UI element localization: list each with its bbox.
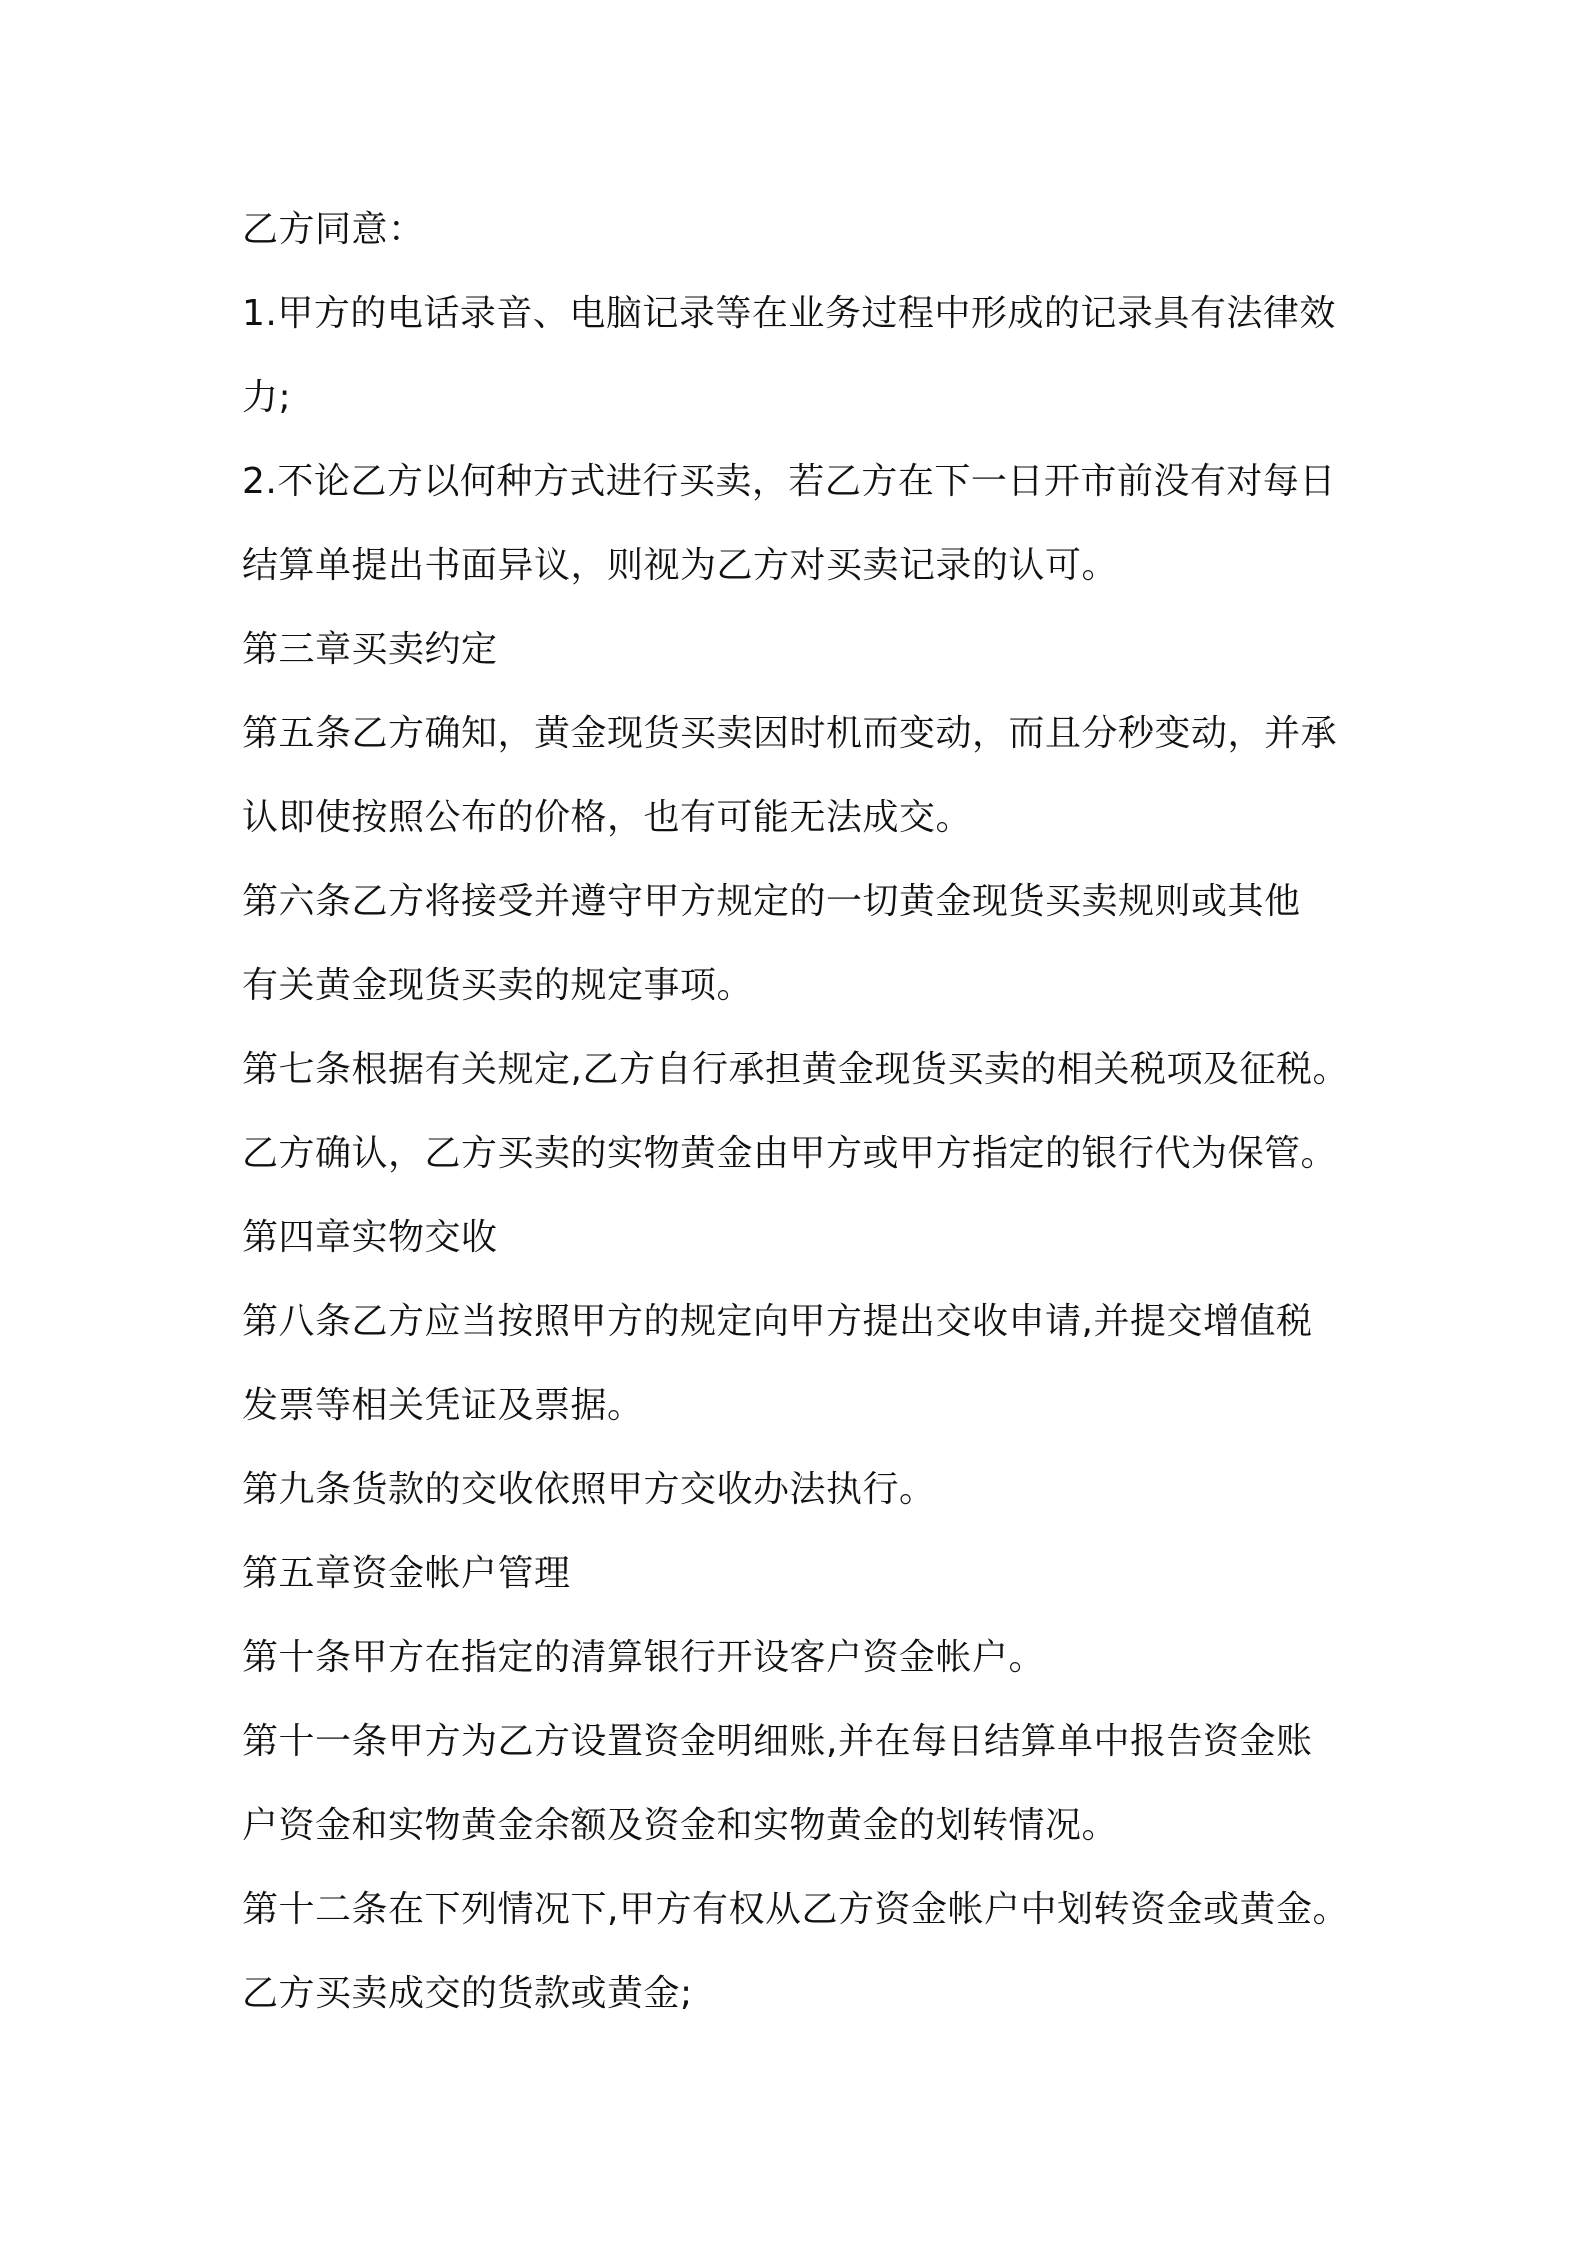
text-line-item-2: 2.不论乙方以何种方式进行买卖，若乙方在下一日开市前没有对每日 (242, 461, 1336, 502)
text-line-consent-heading: 乙方同意： (242, 209, 425, 250)
chapter-heading-5: 第五章资金帐户管理 (242, 1553, 571, 1594)
text-line-article-5-cont: 认即使按照公布的价格，也有可能无法成交。 (242, 797, 973, 838)
text-line-article-5: 第五条乙方确知，黄金现货买卖因时机而变动，而且分秒变动，并承 (242, 713, 1338, 754)
text-line-article-7: 第七条根据有关规定,乙方自行承担黄金现货买卖的相关税项及征税。 (242, 1049, 1349, 1090)
text-line-article-11-cont: 户资金和实物黄金余额及资金和实物黄金的划转情况。 (242, 1805, 1119, 1846)
text-line-item-2-cont: 结算单提出书面异议，则视为乙方对买卖记录的认可。 (242, 545, 1119, 586)
chapter-heading-3: 第三章买卖约定 (242, 629, 498, 670)
text-line-item-1-cont: 力; (242, 377, 292, 418)
text-line-article-10: 第十条甲方在指定的清算银行开设客户资金帐户。 (242, 1637, 1046, 1678)
text-line-article-7-cont: 乙方确认，乙方买卖的实物黄金由甲方或甲方指定的银行代为保管。 (242, 1133, 1338, 1174)
document-body (242, 198, 1372, 2046)
text-line-item-1: 1.甲方的电话录音、电脑记录等在业务过程中形成的记录具有法律效 (242, 293, 1336, 334)
chapter-heading-4: 第四章实物交收 (242, 1217, 498, 1258)
text-line-article-8: 第八条乙方应当按照甲方的规定向甲方提出交收申请,并提交增值税 (242, 1301, 1313, 1342)
text-line-article-12: 第十二条在下列情况下,甲方有权从乙方资金帐户中划转资金或黄金。 (242, 1889, 1349, 1930)
text-line-article-11: 第十一条甲方为乙方设置资金明细账,并在每日结算单中报告资金账 (242, 1721, 1313, 1762)
text-line-article-9: 第九条货款的交收依照甲方交收办法执行。 (242, 1469, 936, 1510)
text-line-article-6: 第六条乙方将接受并遵守甲方规定的一切黄金现货买卖规则或其他 (242, 881, 1301, 922)
text-line-article-12-item: 乙方买卖成交的货款或黄金; (242, 1973, 693, 2014)
text-line-article-8-cont: 发票等相关凭证及票据。 (242, 1385, 644, 1426)
text-line-article-6-cont: 有关黄金现货买卖的规定事项。 (242, 965, 754, 1006)
